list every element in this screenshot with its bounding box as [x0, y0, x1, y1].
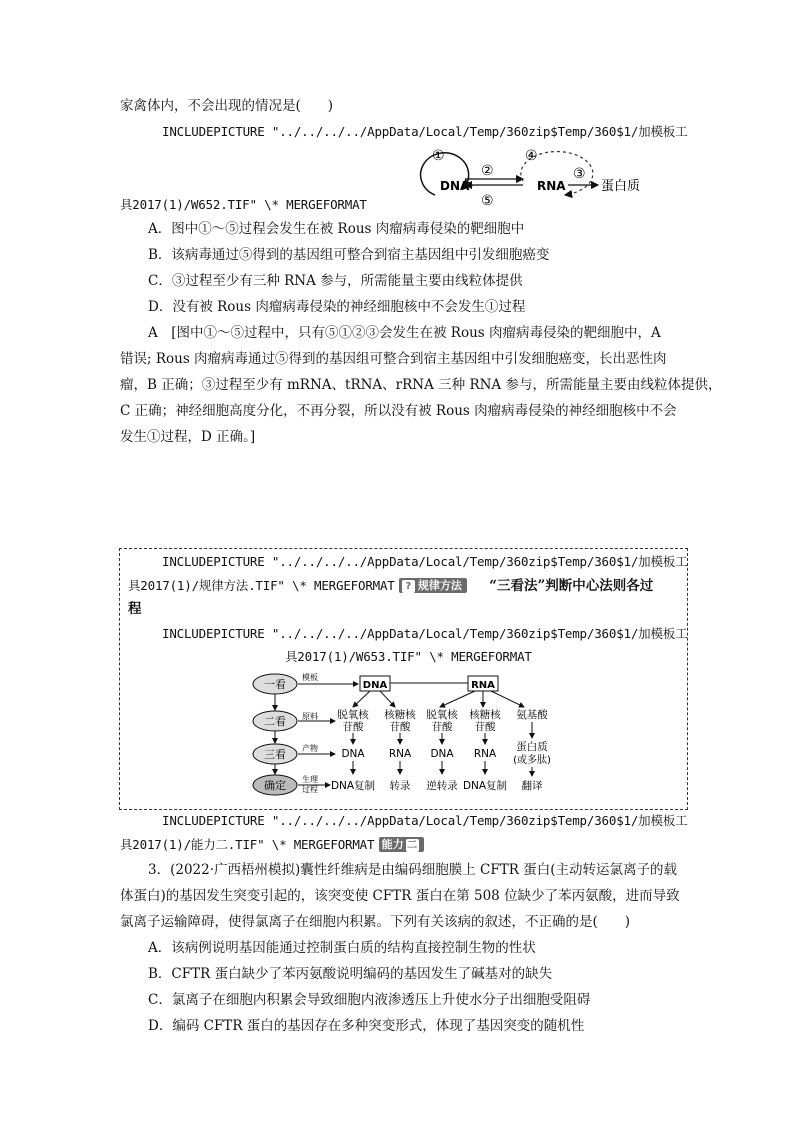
- include-field-ability-line1: INCLUDEPICTURE "../../../../AppData/Local/Temp/360zip$Temp/360$1/加模板工: [162, 813, 688, 828]
- answer-line-1: A [图中①～⑤过程中，只有⑤①②③会发生在被 Rous 肉瘤病毒侵染的靶细胞中，A: [148, 325, 661, 341]
- confirm-label: 确定: [264, 779, 286, 792]
- q3-stem-line-1: 3．(2022·广西梧州模拟)囊性纤维病是由编码细胞膜上 CFTR 蛋白(主动转运氯离子的载: [148, 862, 677, 878]
- q3-option-b: B．CFTR 蛋白缺少了苯丙氨酸说明编码的基因发生了碱基对的缺失: [148, 966, 553, 982]
- q3-option-a: A．该病例说明基因能通过控制蛋白质的结构直接控制生物的性状: [148, 940, 536, 956]
- label-c4: ④: [525, 148, 538, 164]
- svg-text:脱氧核: 脱氧核: [337, 709, 369, 721]
- answer-line-5: 发生①过程，D 正确。]: [120, 429, 256, 445]
- svg-text:DNA复制: DNA复制: [462, 780, 508, 792]
- svg-text:过程: 过程: [302, 785, 318, 794]
- answer-line-4: C 正确；神经细胞高度分化，不再分裂，所以没有被 Rous 肉瘤病毒侵染的神经细胞核中不会: [120, 403, 677, 419]
- svg-text:RNA: RNA: [471, 680, 495, 691]
- label-c2: ②: [481, 163, 494, 179]
- include-field-w652-line2: 具2017(1)/W652.TIF" \* MERGEFORMAT: [120, 197, 367, 212]
- svg-text:DNA: DNA: [362, 680, 388, 691]
- q3-option-d: D．编码 CFTR 蛋白的基因存在多种突变形式，体现了基因突变的随机性: [148, 1018, 585, 1034]
- svg-text:翻译: 翻译: [521, 780, 543, 792]
- question-stem-tail: 家禽体内，不会出现的情况是( ): [120, 98, 334, 114]
- question-icon: ?: [402, 580, 415, 593]
- ability-header: [120, 836, 424, 854]
- method-title: “三看法”判断中心法则各过: [489, 578, 654, 594]
- svg-text:逆转录: 逆转录: [426, 780, 458, 792]
- svg-text:苷酸: 苷酸: [431, 721, 453, 733]
- ability-badge: 能力 二: [379, 837, 424, 852]
- svg-text:核糖核: 核糖核: [384, 709, 416, 721]
- include-field-ability-line2: 具2017(1)/能力二.TIF" \* MERGEFORMAT: [120, 837, 375, 852]
- svg-text:苷酸: 苷酸: [342, 721, 364, 733]
- label-dna: DNA: [440, 179, 470, 193]
- svg-text:核糖核: 核糖核: [469, 709, 501, 721]
- label-c1: ①: [432, 148, 445, 164]
- method-header: [128, 577, 653, 595]
- include-field-w652-line1: INCLUDEPICTURE "../../../../AppData/Local/Temp/360zip$Temp/360$1/加模板工: [162, 124, 688, 139]
- include-field-method-line2: 具2017(1)/规律方法.TIF" \* MERGEFORMAT: [128, 578, 395, 593]
- svg-text:产物: 产物: [302, 744, 318, 753]
- svg-text:DNA: DNA: [430, 748, 454, 760]
- option-b: B．该病毒通过⑤得到的基因组可整合到宿主基因组中引发细胞癌变: [148, 247, 550, 263]
- include-field-w653-line2: 具2017(1)/W653.TIF" \* MERGEFORMAT: [285, 649, 532, 664]
- look3-label: 三看: [264, 748, 286, 761]
- svg-text:原料: 原料: [302, 712, 318, 721]
- look1-label: 一看: [264, 678, 286, 691]
- answer-line-3: 瘤，B 正确；③过程至少有 mRNA、tRNA、rRNA 三种 RNA 参与，所需能量主要由线粒体提供，: [120, 377, 722, 393]
- three-look-diagram: [250, 670, 580, 800]
- option-c: C．③过程至少有三种 RNA 参与，所需能量主要由线粒体提供: [148, 273, 523, 289]
- svg-text:苷酸: 苷酸: [474, 721, 496, 733]
- look2-label: 二看: [264, 715, 286, 728]
- svg-text:脱氧核: 脱氧核: [426, 709, 458, 721]
- svg-text:蛋白质: 蛋白质: [516, 741, 548, 753]
- svg-text:(或多肽): (或多肽): [513, 755, 551, 766]
- option-d: D．没有被 Rous 肉瘤病毒侵染的神经细胞核中不会发生①过程: [148, 299, 526, 315]
- option-a: A．图中①～⑤过程会发生在被 Rous 肉瘤病毒侵染的靶细胞中: [148, 221, 525, 237]
- method-badge: ? 规律方法: [399, 578, 467, 593]
- include-field-w653-line1: INCLUDEPICTURE "../../../../AppData/Local/Temp/360zip$Temp/360$1/加模板工: [162, 626, 688, 641]
- q3-option-c: C．氯离子在细胞内积累会导致细胞内液渗透压上升使水分子出细胞受阻碍: [148, 992, 591, 1008]
- svg-text:转录: 转录: [389, 780, 411, 792]
- include-field-method-line1: INCLUDEPICTURE "../../../../AppData/Local/Temp/360zip$Temp/360$1/加模板工: [162, 554, 688, 569]
- answer-line-2: 错误; Rous 肉瘤病毒通过⑤得到的基因组可整合到宿主基因组中引发细胞癌变，长出恶性肉: [120, 351, 667, 367]
- svg-text:RNA: RNA: [473, 748, 497, 760]
- label-c3: ③: [573, 166, 586, 182]
- central-dogma-diagram: [405, 145, 675, 213]
- svg-text:DNA复制: DNA复制: [330, 780, 376, 792]
- method-title-cont: 程: [128, 601, 142, 617]
- label-protein: 蛋白质: [601, 179, 641, 194]
- svg-text:RNA: RNA: [388, 748, 412, 760]
- svg-text:模板: 模板: [302, 673, 318, 682]
- q3-stem-line-2: 体蛋白)的基因发生突变引起的，该突变使 CFTR 蛋白在第 508 位缺少了苯丙氨酸，进而导致: [120, 888, 680, 904]
- svg-text:苷酸: 苷酸: [389, 721, 411, 733]
- svg-text:DNA: DNA: [341, 748, 365, 760]
- svg-text:氨基酸: 氨基酸: [516, 709, 548, 721]
- svg-text:生理: 生理: [302, 775, 318, 784]
- q3-stem-line-3: 氯离子运输障碍，使得氯离子在细胞内积累。下列有关该病的叙述，不正确的是( ): [120, 914, 631, 930]
- label-c5: ⑤: [481, 193, 494, 209]
- label-rna: RNA: [537, 179, 566, 193]
